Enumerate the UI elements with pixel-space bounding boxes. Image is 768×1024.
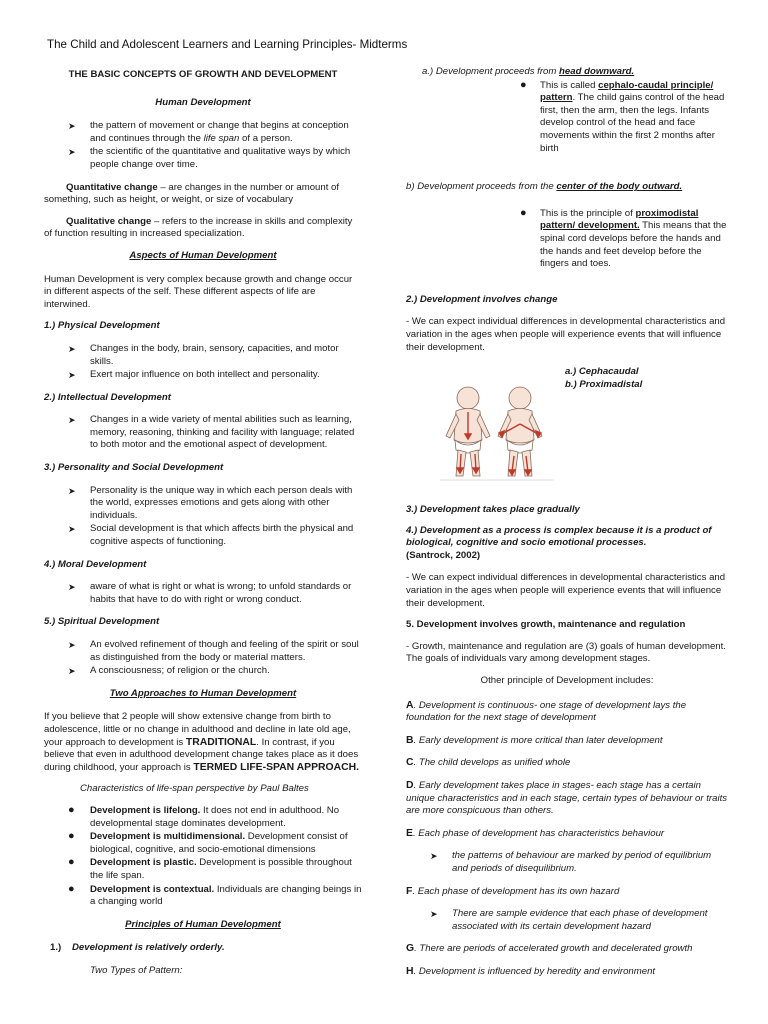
- arrow-bullet-icon: ➤: [68, 582, 76, 593]
- pattern-b-line: b) Development proceeds from the center of the body outward.: [406, 181, 683, 193]
- section-title: 1.) Physical Development: [44, 320, 160, 332]
- principle-4-text: - We can expect individual differences in developmental characteristics and variation in the ages when people will experience events that will influence their development.: [406, 572, 726, 609]
- arrow-bullet-icon: ➤: [68, 666, 76, 677]
- list-item: ➤ aware of what is right or what is wrong; to unfold standards or habits that have to do with right or wrong conduct.: [68, 581, 352, 605]
- main-heading: THE BASIC CONCEPTS OF GROWTH AND DEVELOPMENT: [68, 69, 338, 80]
- principles-heading: Principles of Human Development: [125, 918, 281, 930]
- section-title: 5.) Spiritual Development: [44, 616, 160, 628]
- section-title: 2.) Intellectual Development: [44, 391, 171, 403]
- principle-2-title: 2.) Development involves change: [406, 293, 558, 305]
- arrow-bullet-icon: ➤: [430, 909, 438, 920]
- arrow-bullet-icon: ➤: [68, 121, 76, 132]
- other-principles-heading: Other principle of Development includes:: [480, 675, 654, 687]
- arrow-bullet-icon: ➤: [68, 370, 76, 381]
- principle-g: G. There are periods of accelerated growth and decelerated growth: [406, 943, 693, 955]
- bullet-dot-icon: ●: [68, 882, 75, 895]
- section-list: [44, 581, 362, 606]
- list-item: ● Development is lifelong. It does not end in adulthood. No developmental stage dominates development.: [68, 803, 340, 829]
- list-item: ➤ A consciousness; of religion or the church.: [68, 665, 270, 677]
- arrow-bullet-icon: ➤: [68, 485, 76, 496]
- section-list: [44, 414, 362, 452]
- arrow-bullet-icon: ➤: [68, 147, 76, 158]
- arrow-bullet-icon: ➤: [68, 640, 76, 650]
- document-title: The Child and Adolescent Learners and Learning Principles- Midterms: [47, 38, 408, 51]
- pattern-a-line: a.) Development proceeds from head downward.: [422, 66, 635, 77]
- arrow-bullet-icon: ➤: [68, 343, 76, 354]
- principle-2-text: - We can expect individual differences in developmental characteristics and variation in the ages when people will experience events that will influence their development.: [406, 316, 726, 353]
- human-development-heading: Human Development: [155, 96, 251, 108]
- human-development-list: [44, 120, 362, 171]
- bullet-dot-icon: ●: [520, 78, 527, 91]
- baltes-line: Characteristics of life-span perspective by Paul Baltes: [80, 783, 309, 795]
- two-types-line: Two Types of Pattern:: [90, 964, 183, 976]
- principle-5-text: - Growth, maintenance and regulation are (3) goals of human development. The goals of individuals vary among development stages.: [406, 640, 726, 665]
- principle-e: E. Each phase of development has characteristics behaviour: [406, 827, 665, 839]
- list-item: ➤ the scientific of the quantitative and qualitative ways by which people change over time.: [68, 146, 351, 170]
- aspects-heading: Aspects of Human Development: [129, 249, 277, 261]
- figure-label-a: a.) Cephacaudal: [565, 366, 639, 377]
- arrow-bullet-icon: ➤: [68, 524, 76, 535]
- approaches-heading: Two Approaches to Human Development: [109, 687, 297, 699]
- list-item: ➤ Changes in a wide variety of mental abilities such as learning, memory, reasoning, thinking and facility with language; related to both motor and the emotional aspect of development.: [68, 414, 355, 451]
- principle-5-title: 5. Development involves growth, maintenance and regulation: [406, 619, 686, 631]
- list-item: ● Development is plastic. Development is possible throughout the life span.: [68, 856, 352, 881]
- section-title: 3.) Personality and Social Development: [44, 462, 224, 474]
- list-item: ➤ An evolved refinement of though and feeling of the spirit or soul as distinguished from the body or material matters.: [68, 639, 359, 663]
- principle-e-detail: ➤ the patterns of behaviour are marked by period of equilibrium and periods of disequilibrium.: [430, 850, 712, 874]
- list-item: ➤ Personality is the unique way in which each person deals with the world, expresses emotions and gets along with other individuals.: [68, 484, 353, 521]
- list-item: ● Development is multidimensional. Development consist of biological, cognitive, and socio-emotional dimensions: [68, 830, 348, 855]
- section-title: 4.) Moral Development: [44, 558, 147, 570]
- principle-4-title: 4.) Development as a process is complex because it is a product of biological, cognitive and socio emotional processes.: [406, 524, 712, 549]
- principle-b: B. Early development is more critical than later development: [406, 734, 663, 746]
- pattern-a-bullet: ● This is called cephalo-caudal principle/ pattern. The child gains control of the head first, then the arm, then the legs. Infants develop control of the head and face movements within the first 2 months after birth: [520, 78, 725, 154]
- figure-labels: [565, 366, 642, 391]
- section-list: [44, 485, 362, 549]
- principle-4-citation: (Santrock, 2002): [406, 549, 481, 561]
- left-column: [44, 66, 362, 986]
- infant-development-illustration: [438, 384, 556, 484]
- infant-figure-right: [498, 387, 542, 476]
- principle-d: D. Early development takes place in stages- each stage has a certain unique characteristics and in each stage, certain types of behaviour or traits are more conspicuous than others.: [406, 780, 728, 817]
- principle-3-title: 3.) Development takes place gradually: [406, 504, 580, 516]
- section-list: [44, 639, 362, 678]
- approaches-paragraph: If you believe that 2 people will show extensive change from birth to adolescence, little or no change in adulthood and decline in late old age, your approach to development is TRADITIONAL. In contrast, if you believe that even in adulthood development change takes place as it does during childhood, your approach is TERMED LIFE-SPAN APPROACH.: [44, 711, 360, 773]
- arrow-bullet-icon: ➤: [430, 851, 438, 862]
- list-item: ➤ Social development is that which affects birth the physical and cognitive aspects of functioning.: [68, 523, 354, 548]
- qualitative-definition: Qualitative change – refers to the increase in skills and complexity of function resulting in increased specialization.: [44, 215, 353, 240]
- list-item: ➤ Changes in the body, brain, sensory, capacities, and motor skills.: [68, 342, 339, 367]
- list-item: ➤ the pattern of movement or change that begins at conception and continues through the life span of a person.: [68, 120, 349, 144]
- pattern-b-bullet: ● This is the principle of proximodistal pattern/ development. This means that the spinal cord develops before the hands and the hands and feet develop before the fingers and toes.: [520, 206, 727, 270]
- figure-label-b: b.) Proximadistal: [565, 378, 643, 390]
- bullet-dot-icon: ●: [68, 856, 75, 869]
- bullet-dot-icon: ●: [68, 803, 75, 816]
- arrow-bullet-icon: ➤: [68, 415, 76, 426]
- baltes-list: [44, 805, 362, 909]
- principle-c: C. The child develops as unified whole: [406, 757, 571, 769]
- list-item: ➤ Exert major influence on both intellect and personality.: [68, 369, 320, 381]
- bullet-dot-icon: ●: [520, 206, 527, 219]
- principle-f: F. Each phase of development has its own hazard: [406, 885, 620, 897]
- right-column: [406, 66, 728, 989]
- quantitative-definition: Quantitative change – are changes in the number or amount of something, such as height, or weight, or size of vocabulary: [44, 181, 340, 206]
- list-item: ● Development is contextual. Individuals are changing beings in a changing world: [68, 882, 362, 908]
- principle-h: H. Development is influenced by heredity and environment: [406, 965, 656, 977]
- principle-f-detail: ➤ There are sample evidence that each phase of development associated with its certain development hazard: [430, 908, 708, 932]
- bullet-dot-icon: ●: [68, 830, 75, 843]
- principle-a: A. Development is continuous- one stage of development lays the foundation for the next stage of development: [406, 699, 687, 724]
- section-list: [44, 343, 362, 382]
- aspects-intro: Human Development is very complex because growth and change occur in different aspects of the self. These different aspects of life are interwined.: [44, 273, 353, 310]
- principle-1-title: 1.) Development is relatively orderly.: [50, 942, 225, 954]
